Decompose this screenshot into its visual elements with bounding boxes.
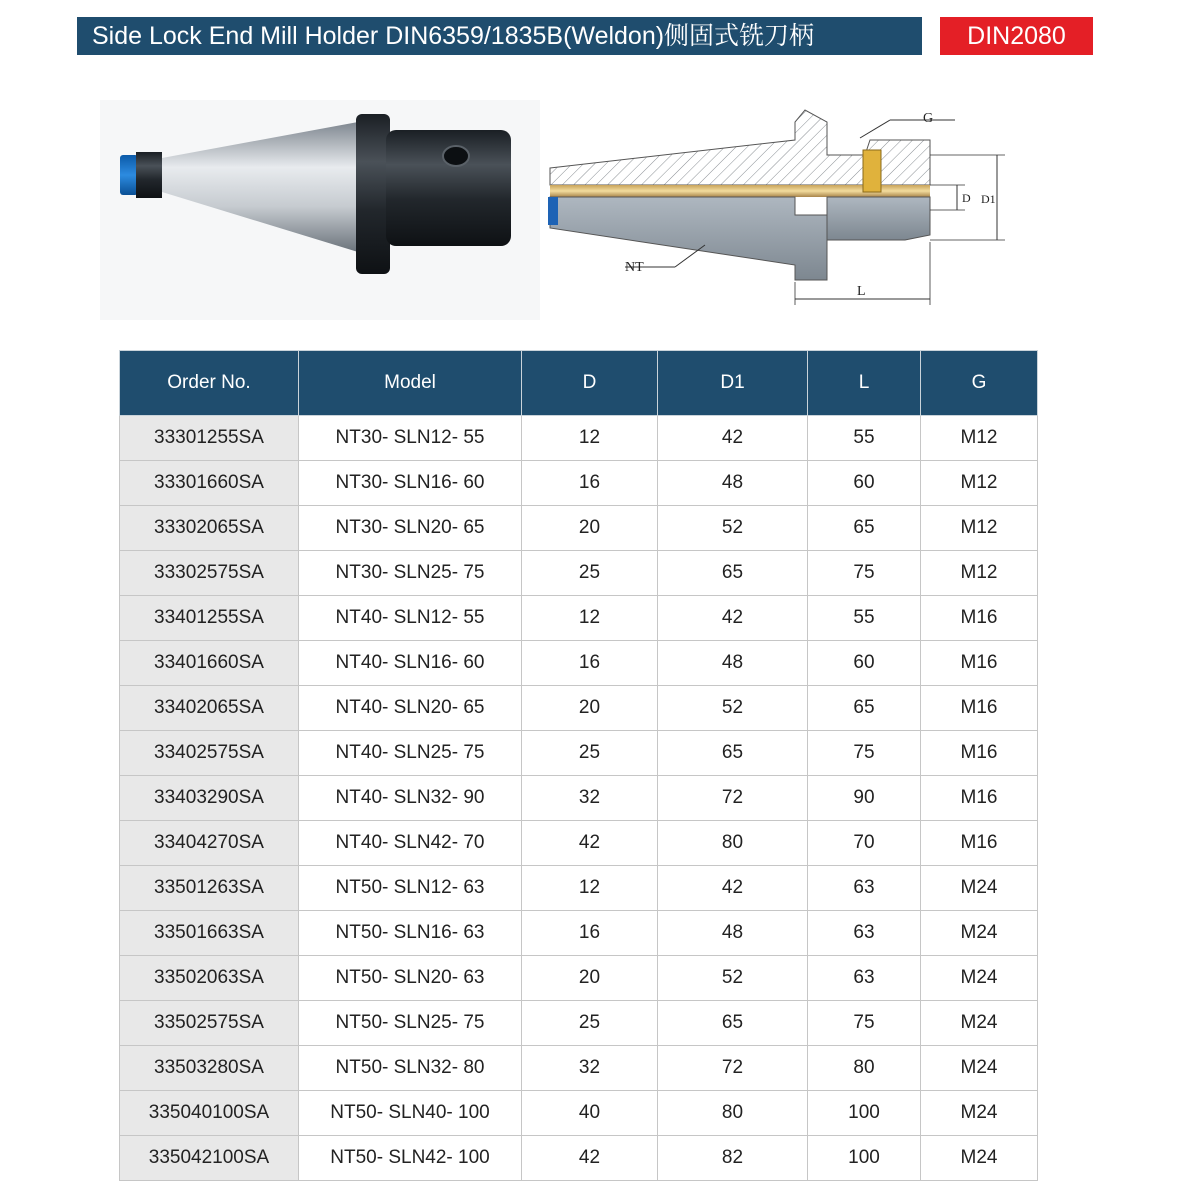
g-cell: M16 <box>921 731 1038 776</box>
l-cell: 65 <box>808 686 921 731</box>
l-cell: 55 <box>808 596 921 641</box>
l-cell: 63 <box>808 956 921 1001</box>
order-no-cell: 335040100SA <box>120 1091 299 1136</box>
d-cell: 32 <box>522 776 658 821</box>
product-photo <box>100 100 540 320</box>
d1-cell: 82 <box>658 1136 808 1181</box>
model-cell: NT50- SLN32- 80 <box>299 1046 522 1091</box>
g-cell: M12 <box>921 551 1038 596</box>
l-cell: 60 <box>808 641 921 686</box>
table-row <box>120 731 1038 776</box>
table-row <box>120 416 1038 461</box>
order-no-cell: 335042100SA <box>120 1136 299 1181</box>
table-row <box>120 506 1038 551</box>
d1-cell: 52 <box>658 686 808 731</box>
d-cell: 25 <box>522 551 658 596</box>
d-cell: 12 <box>522 416 658 461</box>
label-nt: NT <box>625 260 644 275</box>
table-row <box>120 1091 1038 1136</box>
model-cell: NT50- SLN40- 100 <box>299 1091 522 1136</box>
din-standard-badge: DIN2080 <box>940 17 1093 55</box>
d1-cell: 65 <box>658 551 808 596</box>
table-row <box>120 686 1038 731</box>
order-no-cell: 33301660SA <box>120 461 299 506</box>
d-cell: 40 <box>522 1091 658 1136</box>
d1-cell: 72 <box>658 1046 808 1091</box>
table-row <box>120 551 1038 596</box>
col-header-d: D <box>522 351 658 416</box>
order-no-cell: 33501663SA <box>120 911 299 956</box>
d1-cell: 52 <box>658 506 808 551</box>
d1-cell: 80 <box>658 1091 808 1136</box>
l-cell: 63 <box>808 911 921 956</box>
model-cell: NT50- SLN12- 63 <box>299 866 522 911</box>
g-cell: M16 <box>921 641 1038 686</box>
g-cell: M12 <box>921 416 1038 461</box>
col-header-model: Model <box>299 351 522 416</box>
g-cell: M24 <box>921 1046 1038 1091</box>
model-cell: NT30- SLN20- 65 <box>299 506 522 551</box>
g-cell: M24 <box>921 1136 1038 1181</box>
d-cell: 25 <box>522 731 658 776</box>
model-cell: NT40- SLN42- 70 <box>299 821 522 866</box>
l-cell: 65 <box>808 506 921 551</box>
col-header-l: L <box>808 351 921 416</box>
d-cell: 20 <box>522 506 658 551</box>
g-cell: M24 <box>921 1091 1038 1136</box>
technical-drawing <box>545 100 1015 320</box>
d1-cell: 80 <box>658 821 808 866</box>
g-cell: M12 <box>921 506 1038 551</box>
g-cell: M16 <box>921 821 1038 866</box>
model-cell: NT50- SLN42- 100 <box>299 1136 522 1181</box>
l-cell: 70 <box>808 821 921 866</box>
order-no-cell: 33403290SA <box>120 776 299 821</box>
order-no-cell: 33401255SA <box>120 596 299 641</box>
d1-cell: 72 <box>658 776 808 821</box>
d1-cell: 48 <box>658 911 808 956</box>
table-row <box>120 596 1038 641</box>
table-row <box>120 1046 1038 1091</box>
model-cell: NT50- SLN25- 75 <box>299 1001 522 1046</box>
l-cell: 55 <box>808 416 921 461</box>
col-header-g: G <box>921 351 1038 416</box>
g-cell: M12 <box>921 461 1038 506</box>
d-cell: 12 <box>522 866 658 911</box>
table-row <box>120 776 1038 821</box>
model-cell: NT30- SLN16- 60 <box>299 461 522 506</box>
model-cell: NT40- SLN12- 55 <box>299 596 522 641</box>
l-cell: 75 <box>808 731 921 776</box>
col-header-order-no: Order No. <box>120 351 299 416</box>
g-cell: M16 <box>921 686 1038 731</box>
l-cell: 60 <box>808 461 921 506</box>
order-no-cell: 33404270SA <box>120 821 299 866</box>
d-cell: 20 <box>522 956 658 1001</box>
order-no-cell: 33503280SA <box>120 1046 299 1091</box>
l-cell: 90 <box>808 776 921 821</box>
model-cell: NT40- SLN25- 75 <box>299 731 522 776</box>
d-cell: 32 <box>522 1046 658 1091</box>
d-cell: 25 <box>522 1001 658 1046</box>
order-no-cell: 33401660SA <box>120 641 299 686</box>
label-d1: D1 <box>981 192 996 206</box>
l-cell: 80 <box>808 1046 921 1091</box>
table-row <box>120 1136 1038 1181</box>
table-row <box>120 461 1038 506</box>
d-cell: 12 <box>522 596 658 641</box>
l-cell: 75 <box>808 1001 921 1046</box>
table-row <box>120 911 1038 956</box>
g-cell: M16 <box>921 596 1038 641</box>
order-no-cell: 33402065SA <box>120 686 299 731</box>
d1-cell: 52 <box>658 956 808 1001</box>
order-no-cell: 33502063SA <box>120 956 299 1001</box>
col-header-d1: D1 <box>658 351 808 416</box>
d1-cell: 42 <box>658 596 808 641</box>
d-cell: 16 <box>522 641 658 686</box>
g-cell: M24 <box>921 956 1038 1001</box>
model-cell: NT30- SLN12- 55 <box>299 416 522 461</box>
g-cell: M16 <box>921 776 1038 821</box>
table-row <box>120 866 1038 911</box>
model-cell: NT40- SLN32- 90 <box>299 776 522 821</box>
table-row <box>120 641 1038 686</box>
order-no-cell: 33301255SA <box>120 416 299 461</box>
d-cell: 42 <box>522 821 658 866</box>
d1-cell: 42 <box>658 866 808 911</box>
order-no-cell: 33501263SA <box>120 866 299 911</box>
l-cell: 100 <box>808 1136 921 1181</box>
d-cell: 16 <box>522 911 658 956</box>
table-row <box>120 821 1038 866</box>
d1-cell: 65 <box>658 731 808 776</box>
model-cell: NT40- SLN16- 60 <box>299 641 522 686</box>
order-no-cell: 33502575SA <box>120 1001 299 1046</box>
page-title: Side Lock End Mill Holder DIN6359/1835B(Weldon)侧固式铣刀柄 <box>77 17 922 55</box>
d1-cell: 65 <box>658 1001 808 1046</box>
d-cell: 16 <box>522 461 658 506</box>
label-g: G <box>923 111 934 126</box>
g-cell: M24 <box>921 1001 1038 1046</box>
table-header-row <box>120 351 1038 416</box>
l-cell: 63 <box>808 866 921 911</box>
d1-cell: 42 <box>658 416 808 461</box>
label-l: L <box>857 284 866 299</box>
model-cell: NT50- SLN16- 63 <box>299 911 522 956</box>
spec-table <box>119 350 1038 1181</box>
d-cell: 42 <box>522 1136 658 1181</box>
order-no-cell: 33302065SA <box>120 506 299 551</box>
table-row <box>120 956 1038 1001</box>
model-cell: NT40- SLN20- 65 <box>299 686 522 731</box>
d-cell: 20 <box>522 686 658 731</box>
order-no-cell: 33402575SA <box>120 731 299 776</box>
d1-cell: 48 <box>658 461 808 506</box>
g-cell: M24 <box>921 866 1038 911</box>
table-row <box>120 1001 1038 1046</box>
l-cell: 100 <box>808 1091 921 1136</box>
g-cell: M24 <box>921 911 1038 956</box>
l-cell: 75 <box>808 551 921 596</box>
d1-cell: 48 <box>658 641 808 686</box>
model-cell: NT50- SLN20- 63 <box>299 956 522 1001</box>
order-no-cell: 33302575SA <box>120 551 299 596</box>
label-d: D <box>962 191 971 205</box>
model-cell: NT30- SLN25- 75 <box>299 551 522 596</box>
